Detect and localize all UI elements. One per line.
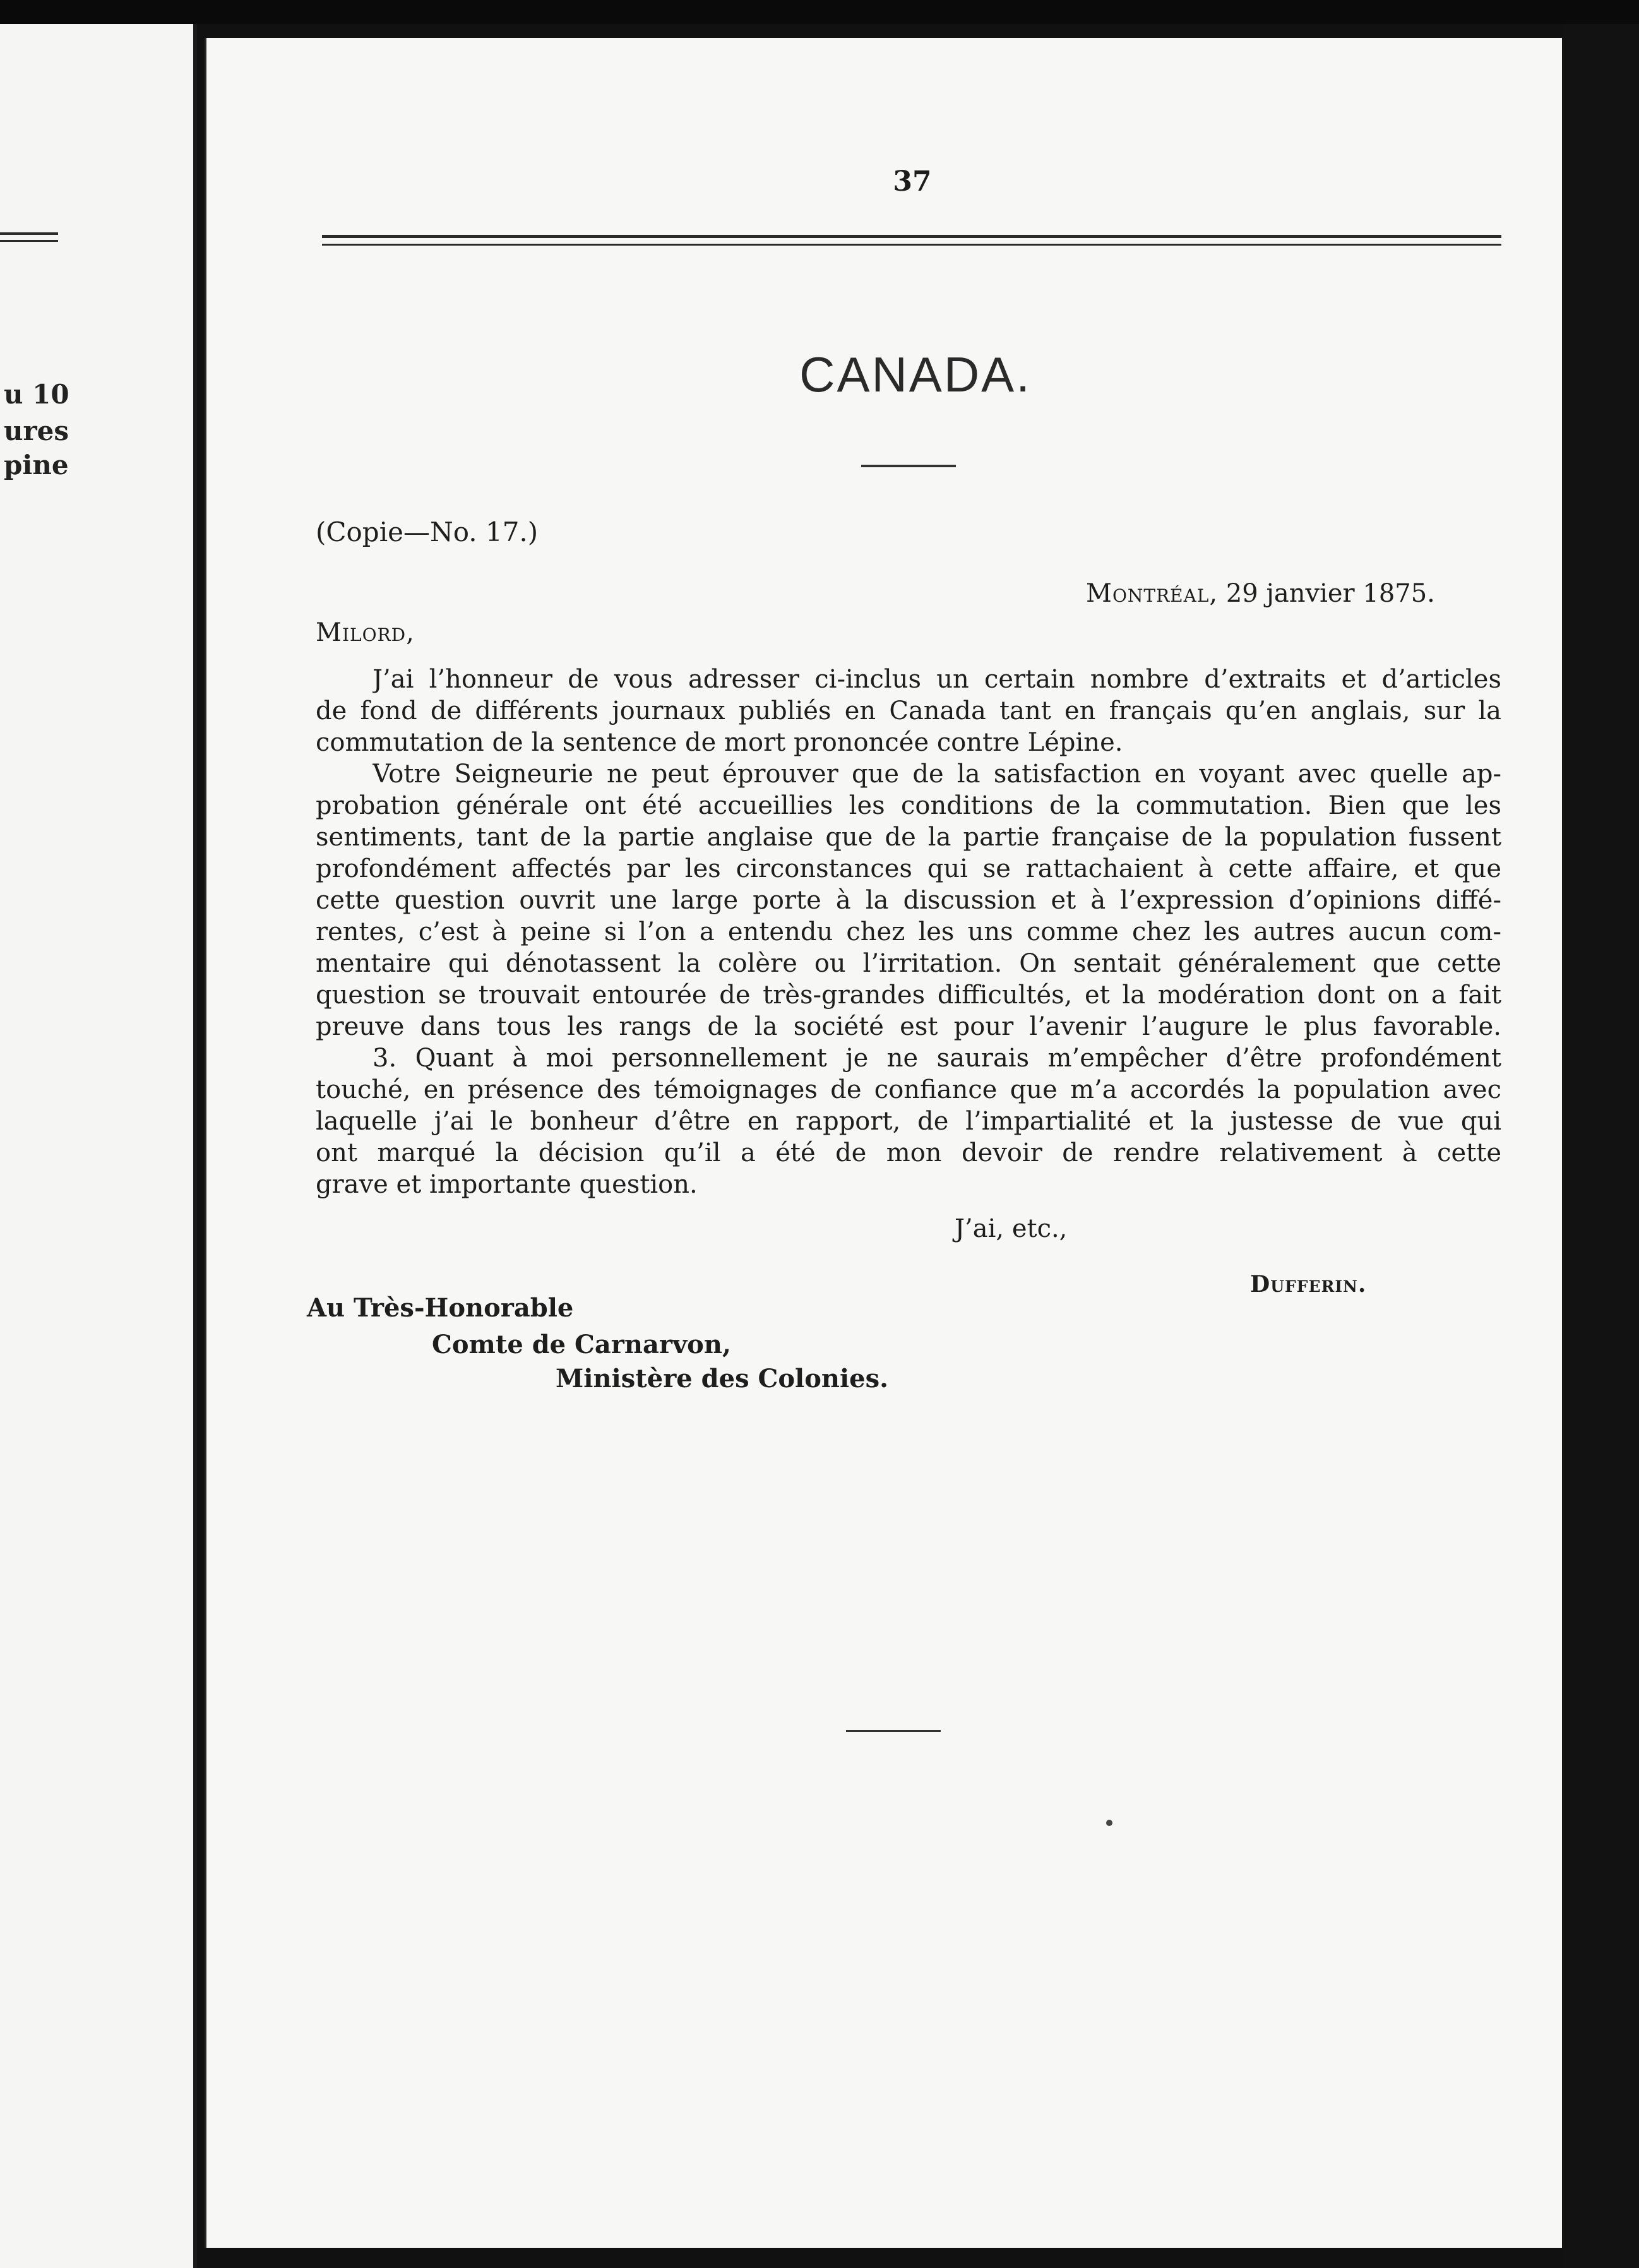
dateline-date: 29 janvier 1875. xyxy=(1225,579,1435,608)
body-line: grave et importante question. xyxy=(316,1170,698,1199)
scan-right-border xyxy=(1562,24,1639,2268)
body-line: touché, en présence des témoignages de confiance que m’a accordés la population avec xyxy=(316,1077,1501,1104)
body-line: sentiments, tant de la partie anglaise que de la partie française de la population fussent xyxy=(316,825,1501,852)
body-line: laquelle j’ai le bonheur d’être en rapport, de l’impartialité et la justesse de vue qui xyxy=(316,1109,1501,1136)
document-title: CANADA. xyxy=(799,347,1032,402)
page-number: 37 xyxy=(893,165,932,198)
body-line: mentaire qui dénotassent la colère ou l’irritation. On sentait généralement que cette xyxy=(316,951,1501,978)
scan-top-border xyxy=(0,0,1639,24)
body-line: preuve dans tous les rangs de la société est pour l’avenir l’augure le plus favorable. xyxy=(316,1014,1501,1041)
dateline-place: Montréal, xyxy=(1086,579,1219,608)
left-page-text: pine xyxy=(4,450,69,480)
end-separator xyxy=(846,1730,941,1732)
body-line: rentes, c’est à peine si l’on a entendu chez les uns comme chez les autres aucun com- xyxy=(316,919,1501,946)
left-page-rule xyxy=(0,240,58,242)
header-rule xyxy=(322,244,1501,246)
body-line: cette question ouvrit une large porte à la discussion et à l’expression d’opinions diffé- xyxy=(316,888,1501,915)
left-page-text: u 10 xyxy=(4,379,69,410)
copy-reference: (Copie—No. 17.) xyxy=(316,516,539,547)
body-line: commutation de la sentence de mort prononcée contre Lépine. xyxy=(316,728,1123,757)
title-separator xyxy=(861,465,956,467)
salutation: Milord, xyxy=(316,618,415,647)
address-line: Comte de Carnarvon, xyxy=(432,1330,731,1359)
left-page-rule xyxy=(0,232,58,235)
left-facing-page xyxy=(0,24,197,2268)
left-page-text: ures xyxy=(4,415,69,446)
body-line: Votre Seigneurie ne peut éprouver que de la satisfaction en voyant avec quelle ap- xyxy=(372,761,1501,789)
body-line: 3. Quant à moi personnellement je ne saurais m’empêcher d’être profondément xyxy=(372,1046,1501,1073)
signature: Dufferin. xyxy=(1250,1271,1367,1298)
address-line: Ministère des Colonies. xyxy=(556,1364,889,1394)
body-line: profondément affectés par les circonstances qui se rattachaient à cette affaire, et que xyxy=(316,856,1501,883)
header-rule xyxy=(322,235,1501,238)
body-line: probation générale ont été accueillies les conditions de la commutation. Bien que les xyxy=(316,793,1501,820)
body-line: J’ai l’honneur de vous adresser ci-inclus un certain nombre d’extraits et d’articles xyxy=(372,667,1501,694)
body-line: ont marqué la décision qu’il a été de mon devoir de rendre relativement à cette xyxy=(316,1140,1501,1167)
body-line: question se trouvait entourée de très-grandes difficultés, et la modération dont on a fait xyxy=(316,982,1501,1010)
body-line: de fond de différents journaux publiés en Canada tant en français qu’en anglais, sur la xyxy=(316,698,1501,725)
closing-formula: J’ai, etc., xyxy=(955,1214,1068,1243)
ink-speck xyxy=(1106,1820,1112,1826)
address-line: Au Très-Honorable xyxy=(307,1293,574,1323)
dateline xyxy=(1086,581,1435,606)
